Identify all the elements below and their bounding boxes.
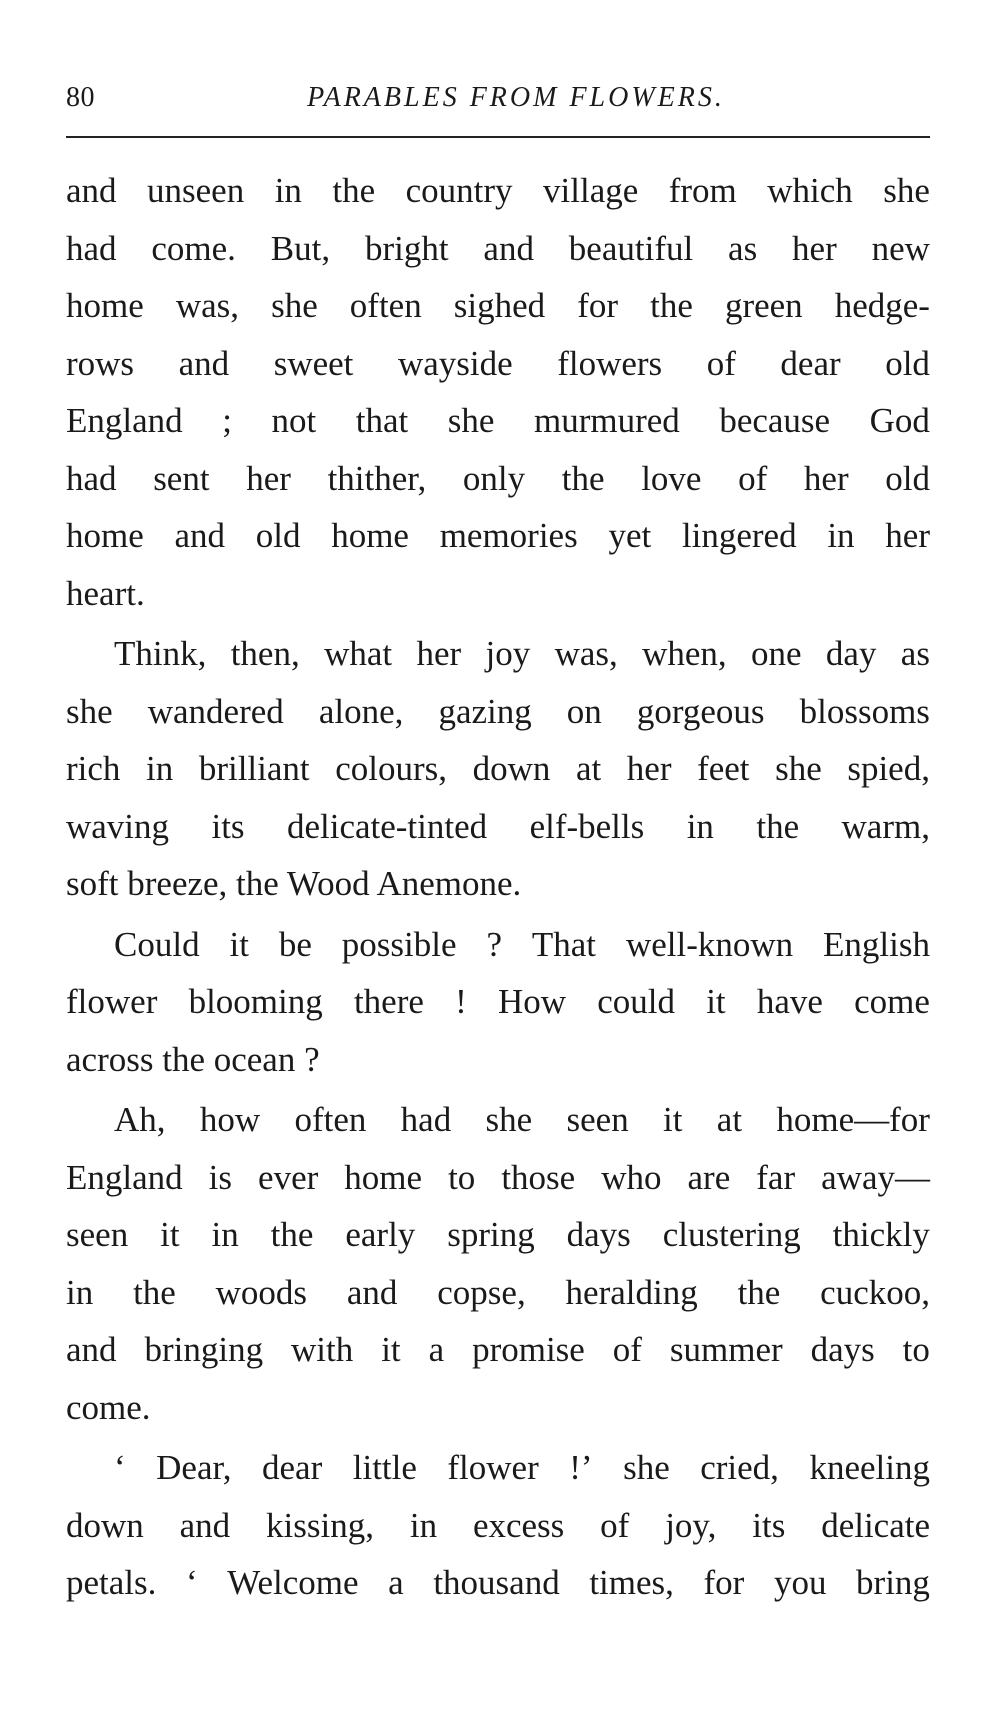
text-line: England ; not that she murmured because God [66,401,930,440]
text-line: ‘ Dear, dear little flower !’ she cried, kneeling [114,1448,930,1487]
text-line: and bringing with it a promise of summer days to [66,1330,930,1369]
text-line: across the ocean ? [66,1039,320,1079]
text-line: come. [66,1387,151,1427]
text-line: seen it in the early spring days clustering thickly [66,1215,930,1254]
paragraph [66,162,930,622]
text-line: soft breeze, the Wood Anemone. [66,864,522,903]
text-line: home was, she often sighed for the green hedge- [66,286,930,325]
text-line: had sent her thither, only the love of her old [66,458,930,498]
text-line: she wandered alone, gazing on gorgeous blossoms [66,691,930,731]
text-line: down and kissing, in excess of joy, its delicate [66,1505,930,1545]
text-line: home and old home memories yet lingered in her [66,516,930,555]
text-line: in the woods and copse, heralding the cuckoo, [66,1272,930,1312]
text-line: rows and sweet wayside flowers of dear old [66,343,930,383]
text-line: rich in brilliant colours, down at her feet she spied, [66,749,930,788]
text-line: petals. ‘ Welcome a thousand times, for you bring [66,1563,930,1602]
paragraph [66,1091,930,1436]
running-title: PARABLES FROM FLOWERS. [307,82,725,113]
header-rule [66,136,930,138]
text-line: Could it be possible ? That well-known English [114,924,930,964]
text-line: flower blooming there ! How could it have come [66,982,930,1021]
text-line: had come. But, bright and beautiful as her new [66,228,930,268]
text-line: Think, then, what her joy was, when, one day as [114,634,930,673]
paragraph [66,1439,930,1612]
text-line: and unseen in the country village from which she [66,171,930,210]
body-text [66,162,930,1612]
text-line: England is ever home to those who are far away— [66,1157,930,1197]
text-line: Ah, how often had she seen it at home—for [114,1100,930,1139]
text-line: waving its delicate-tinted elf-bells in the warm, [66,806,930,846]
paragraph [66,916,930,1089]
paragraph [66,625,930,913]
text-line: heart. [66,573,145,613]
page-number: 80 [66,82,95,113]
page-header [66,82,930,126]
